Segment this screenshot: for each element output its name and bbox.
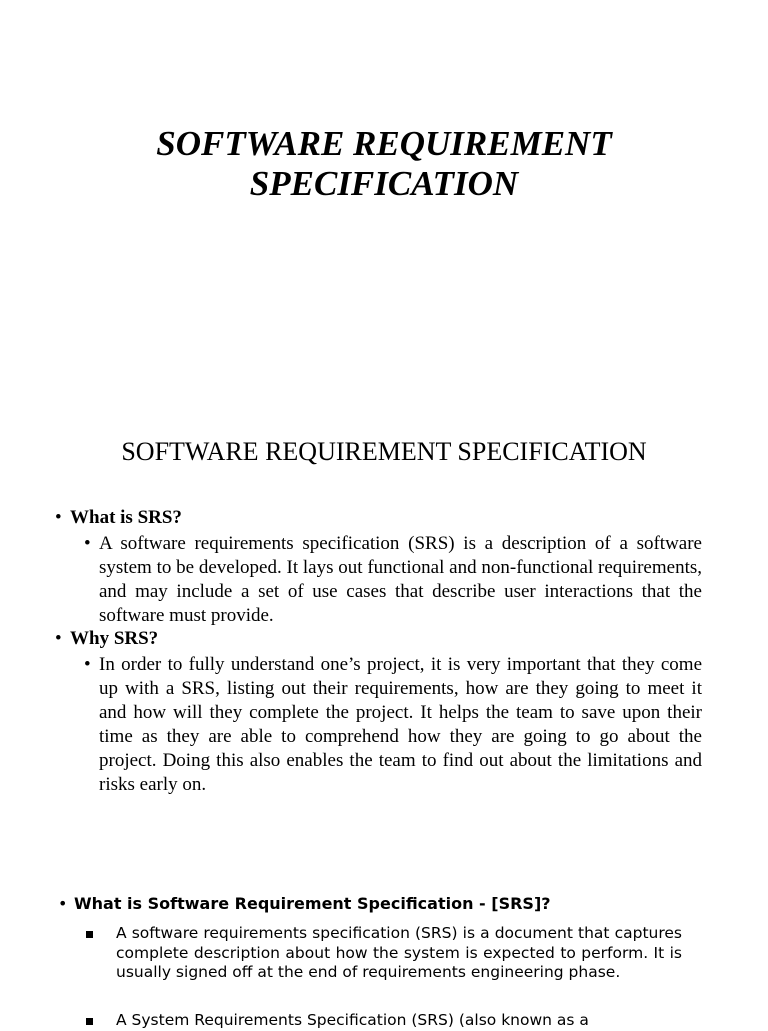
slide-heading: SOFTWARE REQUIREMENT SPECIFICATION [121,437,647,466]
bullet-heading: What is Software Requirement Specification - [SRS]? [74,894,551,913]
bullet-dot: • [55,628,62,649]
bullet-what-is-srs [55,506,182,530]
bullet-srs-definition-heading [58,892,551,916]
sub-bullet-text: A software requirements specification (SRS) is a description of a software system to be developed. It lays out functional and non-functional requirements, and may include a set of use cases that describe user interactions that the software must provide. [99,533,702,626]
sub-bullet-why-srs-description [84,653,702,797]
bullet-why-srs [55,627,158,651]
sub-bullet-text: In order to fully understand one’s project, it is very important that they come up with a SRS, listing out their requirements, how are they going to meet it and how will they complete the project. It helps the team to save upon their time as they are able to comprehend how they are going to go about the project. Doing this also enables the team to find out about the limitations and risks early on. [99,654,702,795]
slide-title [0,124,768,204]
title-slide [0,0,768,420]
sub-bullet-srs-document [86,924,682,983]
slide-title-line-1: SOFTWARE REQUIREMENT [156,124,612,163]
bullet-heading: What is SRS? [70,507,182,528]
bullet-dot: • [84,654,91,675]
slide-title-line-2: SPECIFICATION [249,164,519,203]
sub-bullet-srs-description [84,532,702,628]
bullet-dot: • [58,894,68,913]
bullet-heading: Why SRS? [70,628,159,649]
sub-bullet-system-requirements [86,1011,682,1031]
content-slide-srs [0,420,768,860]
bullet-dot: • [55,507,62,528]
sub-bullet-text: A System Requirements Specification (SRS) (also known as a [116,1011,589,1029]
content-slide-srs-definition [0,880,768,1029]
sub-bullet-text: A software requirements specification (SRS) is a document that captures complete description about how the system is expected to perform. It is usually signed off at the end of requirements engineering phase. [116,924,682,981]
bullet-dot: • [84,533,91,554]
square-bullet-icon [86,931,93,938]
